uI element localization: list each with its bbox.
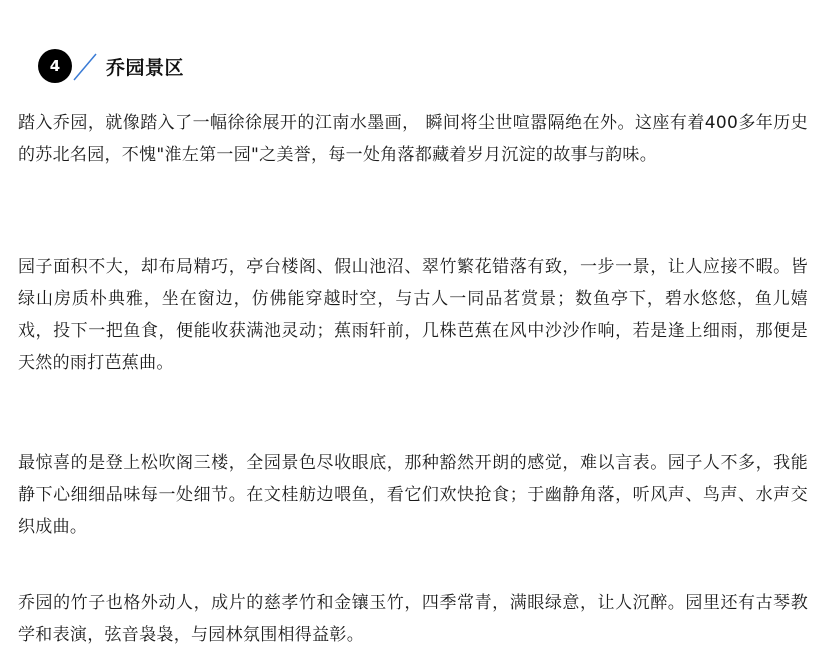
paragraph: 最惊喜的是登上松吹阁三楼，全园景色尽收眼底，那种豁然开朗的感觉，难以言表。园子人不多，我能静下心细细品味每一处细节。在文桂舫边喂鱼，看它们欢快抢食；于幽静角落，听风声、鸟声、水声交织成曲。 <box>18 453 808 537</box>
slash-divider-icon <box>70 48 100 84</box>
paragraph: 乔园的竹子也格外动人，成片的慈孝竹和金镶玉竹，四季常青，满眼绿意，让人沉醉。园里还有古琴教学和表演，弦音袅袅，与园林氛围相得益彰。 <box>18 593 808 645</box>
paragraph: 踏入乔园，就像踏入了一幅徐徐展开的江南水墨画， 瞬间将尘世喧嚣隔绝在外。这座有着400多年历史的苏北名园，不愧"淮左第一园"之美誉，每一处角落都藏着岁月沉淀的故事与韵味。 <box>18 113 808 165</box>
section-header <box>38 48 184 84</box>
section-title: 乔园景区 <box>106 56 185 79</box>
paragraph: 园子面积不大，却布局精巧，亭台楼阁、假山池沼、翠竹繁花错落有致，一步一景，让人应接不暇。皆绿山房质朴典雅，坐在窗边，仿佛能穿越时空，与古人一同品茗赏景；数鱼亭下，碧水悠悠，鱼儿嬉戏，投下一把鱼食，便能收获满池灵动；蕉雨轩前，几株芭蕉在风中沙沙作响，若是逢上细雨，那便是天然的雨打芭蕉曲。 <box>18 257 808 373</box>
section-number-badge: 4 <box>38 49 72 83</box>
